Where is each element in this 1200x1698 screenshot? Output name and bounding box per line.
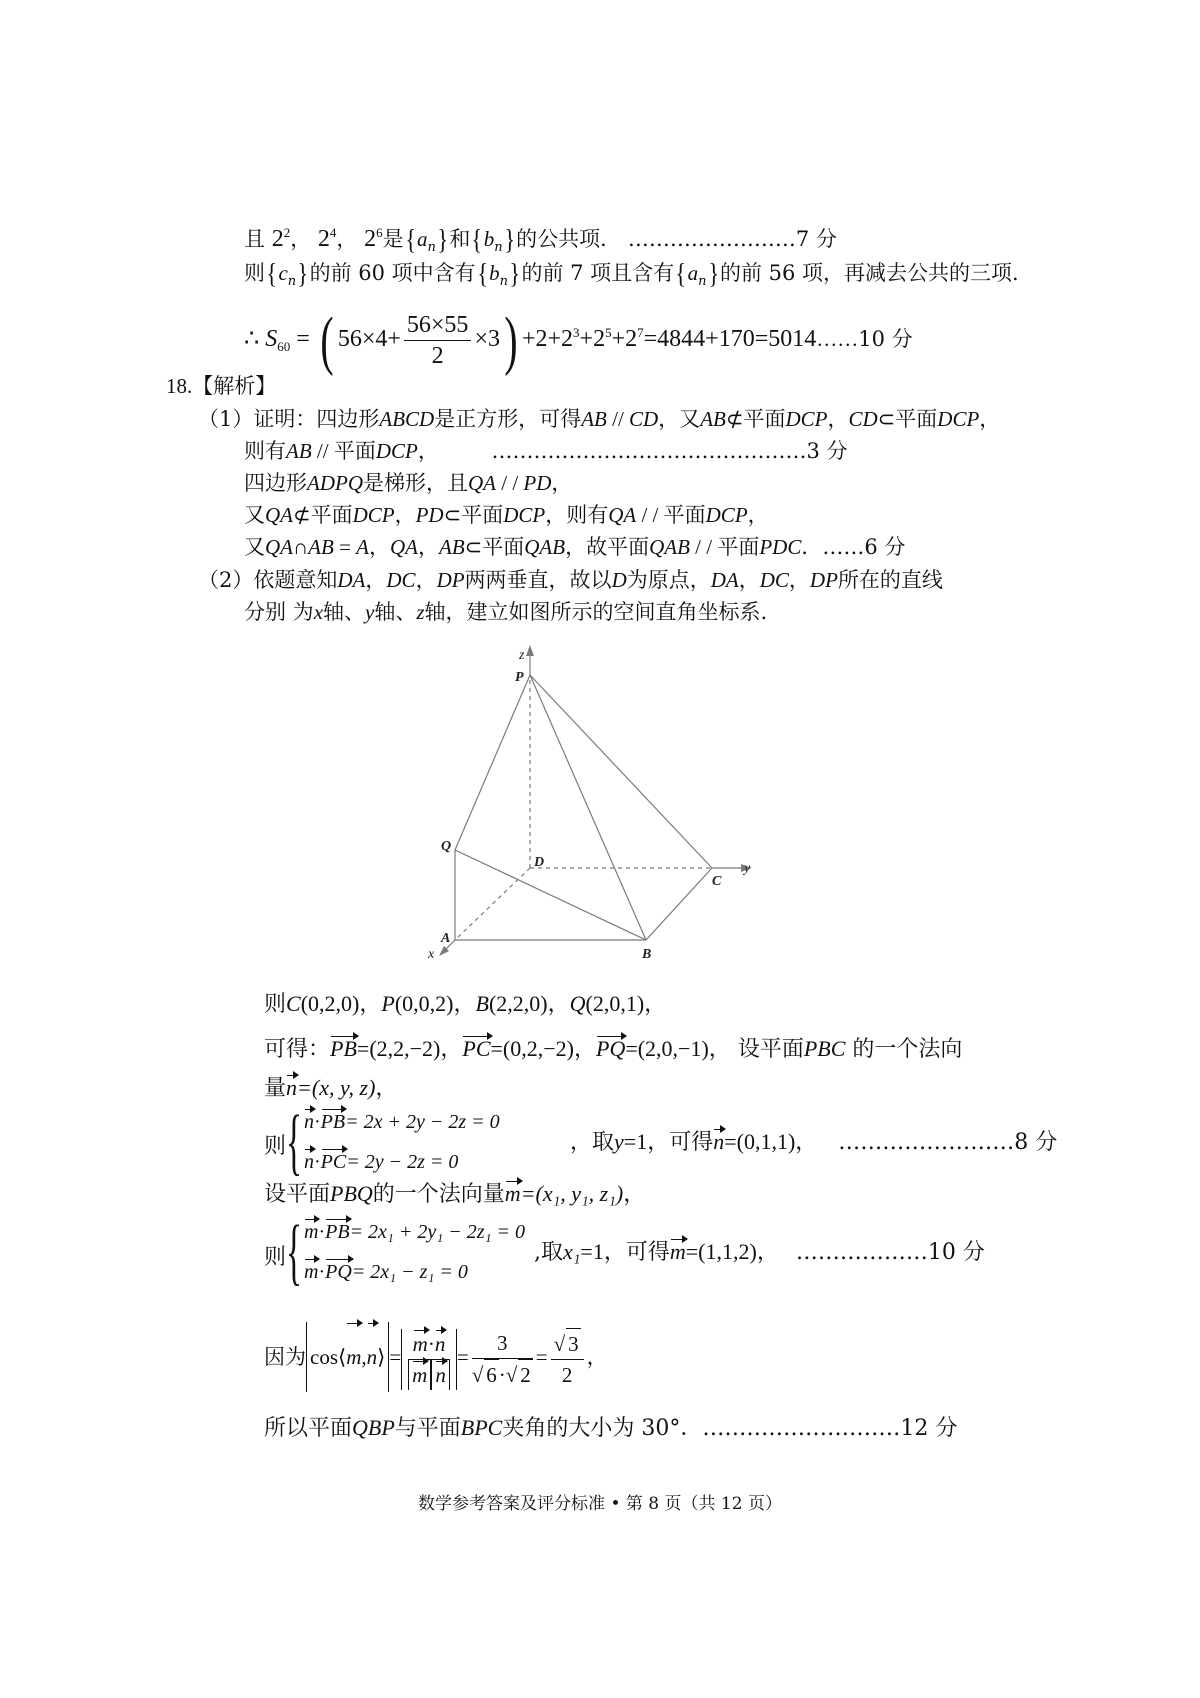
numerator: 3 xyxy=(472,1328,533,1359)
math-var: DP xyxy=(436,568,465,592)
brace-symbol: { xyxy=(286,1211,302,1293)
text: ， xyxy=(375,1076,398,1101)
normal-m-line xyxy=(264,1180,645,1209)
denominator: 2 xyxy=(561,1363,573,1388)
label-C: C xyxy=(712,874,722,889)
not-subset-symbol: ⊄ xyxy=(725,407,744,431)
math-var: DCP xyxy=(937,407,980,431)
math-var: PD xyxy=(523,471,552,495)
dot-symbol: · xyxy=(498,1363,506,1388)
text: ， xyxy=(623,1182,646,1207)
text: 平面 xyxy=(717,535,760,559)
subscript: n xyxy=(494,240,503,255)
score-leader-dots: …………………… xyxy=(838,1130,1015,1155)
text: 设平面 xyxy=(737,1037,804,1062)
text: ，取 xyxy=(570,1130,615,1155)
point-B: B xyxy=(475,991,489,1016)
fraction xyxy=(472,1328,533,1390)
math-var: z xyxy=(416,600,425,624)
text: 则 xyxy=(244,261,265,285)
label-B: B xyxy=(642,947,652,962)
equals: = xyxy=(456,1345,469,1369)
text: 可得： xyxy=(264,1037,331,1062)
vector-m: m xyxy=(504,1181,521,1206)
text: 四边形 xyxy=(244,471,307,495)
edge-QB xyxy=(455,850,646,940)
z-arrow-icon xyxy=(526,645,534,656)
math-var: x xyxy=(313,600,324,624)
text: ， xyxy=(418,535,439,559)
text: 平面 xyxy=(333,439,376,463)
text: 则 xyxy=(264,1245,287,1270)
score-leader-dots: ……………… xyxy=(795,1240,928,1265)
equals: = xyxy=(333,535,357,559)
math-var: DA xyxy=(337,568,366,592)
fraction xyxy=(408,1329,450,1390)
vector-n: n xyxy=(435,1360,446,1390)
text: ， xyxy=(979,407,1001,431)
equals: = xyxy=(389,1345,402,1369)
text: 的前 60 项中含有 xyxy=(309,261,476,285)
text: ， xyxy=(586,1345,608,1369)
vector-m: m xyxy=(413,1329,428,1359)
vector-n: n xyxy=(367,1322,378,1392)
vector-value: =(0,1,1) xyxy=(724,1129,796,1154)
sequence-a: a xyxy=(687,261,699,285)
subset-symbol: ⊂ xyxy=(464,535,483,559)
equation: = 2x₁ − z₁ = 0 xyxy=(351,1261,468,1283)
exponent: 6 xyxy=(376,225,383,240)
dot-symbol: · xyxy=(318,1261,326,1283)
text: 又 xyxy=(244,503,265,527)
dot-symbol: · xyxy=(314,1111,321,1133)
text: ， xyxy=(708,1037,731,1062)
problem-number: 18. xyxy=(166,374,193,398)
score-label: 10 分 xyxy=(927,1240,985,1265)
parallel-symbol: / / xyxy=(636,503,664,527)
vector-PB: PB xyxy=(321,1108,345,1136)
parallel-symbol: // xyxy=(311,439,334,463)
text: ， xyxy=(788,568,810,592)
vector-m: m xyxy=(346,1322,361,1392)
vector-PC: PC xyxy=(321,1148,347,1176)
math-var: CD xyxy=(629,407,659,431)
math-var: QAB xyxy=(524,535,566,559)
label-y: y xyxy=(744,861,751,876)
score-leader-dots: …… xyxy=(816,327,859,351)
equation: = 2y − 2z = 0 xyxy=(346,1151,459,1173)
point-C: C xyxy=(286,991,301,1016)
math-var: QA xyxy=(390,535,418,559)
text: ， xyxy=(415,568,437,592)
equals: = xyxy=(296,326,310,352)
denominator: √ 6·√ 2 xyxy=(472,1359,533,1390)
text: 的公共项． xyxy=(516,227,622,251)
text: 则 xyxy=(264,1134,287,1159)
radicand: 2 xyxy=(518,1359,533,1390)
text: 轴，建立如图所示的空间直角坐标系. xyxy=(424,600,768,624)
math-var: AB xyxy=(439,535,465,559)
math-var: QA xyxy=(265,503,293,527)
text: 的一个法向量 xyxy=(372,1182,505,1207)
math-var: DCP xyxy=(785,407,828,431)
text: 和 xyxy=(449,227,471,251)
text: 的一个法向 xyxy=(852,1037,963,1062)
equation: =1 xyxy=(623,1129,648,1154)
normal-n-line xyxy=(264,1074,397,1103)
math-var: y xyxy=(365,600,375,624)
text: ， xyxy=(573,1037,596,1062)
math-var: AB xyxy=(286,439,312,463)
text: ， xyxy=(756,1240,779,1265)
denominator xyxy=(408,1360,450,1390)
math-var: DA xyxy=(710,568,739,592)
text: 的前 7 项且含有 xyxy=(521,261,675,285)
math-var: ABCD xyxy=(379,407,435,431)
math-var: CD xyxy=(848,407,878,431)
vector-value: =(2,0,−1) xyxy=(625,1036,709,1061)
math-var: AB xyxy=(581,407,607,431)
math-var: DC xyxy=(759,568,789,592)
text: 所在的直线 xyxy=(837,568,943,592)
text: ． xyxy=(801,535,823,559)
vector-m: m xyxy=(304,1258,318,1286)
term: +2 xyxy=(611,326,638,352)
text: ， xyxy=(453,992,476,1017)
score-label: 12 分 xyxy=(900,1416,958,1441)
conclusion-line xyxy=(264,1414,957,1443)
cos-function: cos xyxy=(310,1345,338,1369)
score-label: 3 分 xyxy=(806,439,848,463)
system1-row1 xyxy=(304,1108,500,1136)
power-base: 2 xyxy=(317,226,330,252)
math-var: PBQ xyxy=(330,1181,373,1206)
exponent: 4 xyxy=(329,225,337,240)
score-label: 6 分 xyxy=(864,535,906,559)
text: 平面 xyxy=(663,503,706,527)
subscript: n xyxy=(287,274,297,289)
fraction xyxy=(551,1328,584,1390)
intersection-symbol: ∩ xyxy=(293,535,309,559)
equation: = 2x + 2y − 2z = 0 xyxy=(345,1111,500,1133)
text: ， xyxy=(417,439,439,463)
vector-PQ: PQ xyxy=(325,1258,352,1286)
numerator xyxy=(408,1329,450,1360)
edge-PQ xyxy=(455,675,530,850)
sequence-a: a xyxy=(417,227,428,251)
text: ，可得 xyxy=(603,1240,670,1265)
contains-line: 则$\{c_n\}$的前 60 项中含有$\{b_n\}$的前 7 项且含有$\{a_n\}$的前 56 项，再减去公共的三项. xyxy=(244,259,1019,290)
math-var: D xyxy=(611,568,627,592)
text: 分别 为 xyxy=(244,600,314,624)
math-var: DP xyxy=(809,568,838,592)
text: 两两垂直，故以 xyxy=(464,568,612,592)
point-Q: Q xyxy=(569,991,586,1016)
parallel-symbol: / / xyxy=(496,471,524,495)
text: 是 xyxy=(382,227,404,251)
point-P: P xyxy=(381,991,395,1016)
label-z: z xyxy=(519,648,525,663)
text: 量 xyxy=(264,1076,287,1101)
text: ， xyxy=(359,992,382,1017)
figure-labels xyxy=(427,648,751,962)
text: ， xyxy=(551,471,573,495)
therefore-symbol: ∴ xyxy=(244,326,260,352)
text: 又 xyxy=(244,535,265,559)
math-var: QBP xyxy=(352,1415,395,1440)
term: 56×4+ xyxy=(337,326,401,352)
text: ，则有 xyxy=(545,503,609,527)
math-var: PDC xyxy=(759,535,802,559)
text: 是梯形，且 xyxy=(363,471,468,495)
radicand: 3 xyxy=(566,1328,581,1359)
term: +2+2 xyxy=(521,326,574,352)
equation: =1 xyxy=(580,1239,604,1264)
text: 则有 xyxy=(244,439,286,463)
math-var: BPC xyxy=(460,1415,503,1440)
exponent: 5 xyxy=(605,325,612,340)
vector-PC: PC xyxy=(462,1036,491,1061)
parallel-symbol: // xyxy=(606,407,630,431)
subscript: n xyxy=(698,274,707,289)
math-var: QAB xyxy=(649,535,690,559)
math-var: QA xyxy=(265,535,293,559)
vector-PQ: PQ xyxy=(596,1036,626,1061)
dot-symbol: · xyxy=(314,1151,321,1173)
text: 则 xyxy=(264,992,287,1017)
system1-result xyxy=(570,1128,1057,1157)
text: ， xyxy=(365,568,387,592)
score-label: 7 分 xyxy=(795,227,837,251)
term: +2 xyxy=(579,326,606,352)
subscript: n xyxy=(427,240,436,255)
text: 与平面 xyxy=(394,1416,461,1441)
coords-line xyxy=(264,990,666,1019)
coordinate: (2,2,0) xyxy=(488,991,548,1016)
math-var: PBC xyxy=(803,1036,846,1061)
sequence-b: b xyxy=(483,227,495,251)
text: 夹角的大小为 30°． xyxy=(502,1416,703,1441)
exponent: 3 xyxy=(573,325,580,340)
system2-row2 xyxy=(304,1258,468,1286)
text: 平面 xyxy=(743,407,786,431)
label-x: x xyxy=(428,947,435,962)
text: 因为 xyxy=(264,1345,306,1369)
text: ，故平面 xyxy=(565,535,650,559)
cos-line xyxy=(264,1322,608,1392)
dot-symbol: · xyxy=(427,1331,435,1356)
vector-value: =(x₁, y₁, z₁) xyxy=(520,1181,624,1206)
sum-symbol: S xyxy=(265,326,278,352)
math-var: QA xyxy=(608,503,637,527)
system2-row1 xyxy=(304,1218,525,1246)
label-A: A xyxy=(441,931,451,946)
text: 且 xyxy=(244,227,265,251)
term: ×3 xyxy=(474,326,500,352)
math-var: DCP xyxy=(352,503,395,527)
term: =4844+170=5014 xyxy=(643,326,817,352)
abs-fraction xyxy=(401,1329,457,1390)
score-leader-dots: …… xyxy=(822,535,865,559)
text: ,取 xyxy=(534,1240,563,1265)
text: ， xyxy=(440,1037,463,1062)
vector-n: n xyxy=(435,1329,446,1359)
not-subset-symbol: ⊄ xyxy=(293,503,311,527)
problem-title: 【解析】 xyxy=(192,374,277,398)
text: ， xyxy=(547,992,570,1017)
coordinate: (2,0,1) xyxy=(585,991,645,1016)
radicand: 6 xyxy=(484,1359,499,1390)
score-leader-dots: …………………… xyxy=(627,227,796,251)
vector-PB: PB xyxy=(330,1036,357,1061)
text: ， xyxy=(747,503,769,527)
vector-m: m xyxy=(304,1218,318,1246)
sum-line: ∴ $S_{60}$ = ( 56×4+ $\frac{56\times 55}{2}$ $\times 3) +2+2^3+2^5+2^7=4844+170=5014\dots\dots 10$ 分 xyxy=(244,304,913,377)
equation: = 2x₁ + 2y₁ − 2z₁ = 0 xyxy=(349,1221,525,1243)
vector-value: =(2,2,−2) xyxy=(356,1036,441,1061)
text: 轴、 xyxy=(323,600,366,624)
label-D: D xyxy=(534,855,545,870)
page-footer: 数学参考答案及评分标准 • 第 8 页（共 12 页） xyxy=(418,1494,782,1514)
power-base: 2 xyxy=(364,226,377,252)
vector-value: =(0,2,−2) xyxy=(490,1036,574,1061)
score-label: 10 分 xyxy=(858,327,913,351)
text: 平面 xyxy=(895,407,938,431)
edge-PC xyxy=(530,675,712,868)
score-label: 8 分 xyxy=(1014,1130,1058,1155)
text: （2）依题意知 xyxy=(198,568,338,592)
coordinate: (0,2,0) xyxy=(300,991,360,1016)
math-var: AB xyxy=(700,407,726,431)
vector-n: n xyxy=(713,1129,725,1154)
edge-PB xyxy=(530,675,646,940)
numerator: 56×55 xyxy=(404,310,472,341)
subset-symbol: ⊂ xyxy=(443,503,462,527)
math-var: DC xyxy=(386,568,416,592)
subset-symbol: ⊂ xyxy=(877,407,896,431)
parallel-symbol: / / xyxy=(689,535,718,559)
math-var: y xyxy=(614,1129,624,1154)
text: 是正方形，可得 xyxy=(434,407,582,431)
power-base: 2 xyxy=(271,226,284,252)
text: 平面 xyxy=(482,535,525,559)
text: （1）证明：四边形 xyxy=(198,407,380,431)
axis-arrows xyxy=(439,645,752,956)
text: 平面 xyxy=(310,503,353,527)
text: ， xyxy=(394,503,416,527)
edge-BC xyxy=(646,868,712,940)
text: ， xyxy=(827,407,849,431)
vector-m: m xyxy=(412,1360,427,1390)
label-Q: Q xyxy=(441,839,452,854)
vector-value: =(x, y, z) xyxy=(297,1075,376,1100)
text: ，可得 xyxy=(647,1130,714,1155)
figure-edges xyxy=(444,652,744,951)
vector-value: =(1,1,2) xyxy=(685,1239,757,1264)
denominator: 2 xyxy=(431,342,444,369)
math-var: DCP xyxy=(375,439,418,463)
vector-n: n xyxy=(286,1075,298,1100)
math-var: A xyxy=(356,535,369,559)
text: ，又 xyxy=(658,407,701,431)
dot-symbol: · xyxy=(318,1221,326,1243)
text: 轴、 xyxy=(374,600,417,624)
text: 为原点， xyxy=(626,568,711,592)
text: 设平面 xyxy=(264,1182,331,1207)
equals: = xyxy=(535,1345,548,1369)
vector-n: n xyxy=(304,1148,314,1176)
math-var: DCP xyxy=(705,503,748,527)
coordinate: (0,0,2) xyxy=(394,991,454,1016)
x-axis-dashed xyxy=(455,868,530,940)
math-var: PD xyxy=(415,503,444,527)
text: ， xyxy=(795,1130,818,1155)
math-var: ADPQ xyxy=(307,471,363,495)
text: ， xyxy=(644,992,667,1017)
system2-result xyxy=(534,1238,985,1267)
numerator: √ 3 xyxy=(551,1328,584,1360)
abs-cos: cos⟨m,n⟩ xyxy=(306,1322,389,1392)
sequence-c: c xyxy=(278,261,288,285)
system1-row2 xyxy=(304,1148,458,1176)
vectors-line xyxy=(264,1035,962,1064)
vector-m: m xyxy=(669,1239,686,1264)
math-var: AB xyxy=(308,535,334,559)
label-P: P xyxy=(515,670,524,685)
math-var: QA xyxy=(468,471,496,495)
brace-symbol: { xyxy=(286,1101,302,1183)
exponent: 2 xyxy=(283,225,291,240)
text: 的前 56 项，再减去公共的三项. xyxy=(719,261,1019,285)
subscript: n xyxy=(499,274,509,289)
text: ， xyxy=(369,535,390,559)
exponent: 7 xyxy=(637,325,644,340)
math-var: DCP xyxy=(503,503,546,527)
score-leader-dots: ……………………………………… xyxy=(491,439,807,463)
sequence-b: b xyxy=(489,261,500,285)
text: 平面 xyxy=(461,503,504,527)
subscript: 60 xyxy=(277,339,291,354)
score-leader-dots: ……………………… xyxy=(702,1416,901,1441)
vector-n: n xyxy=(304,1108,314,1136)
text: ， xyxy=(738,568,760,592)
math-var: x₁ xyxy=(563,1239,581,1264)
text: 所以平面 xyxy=(264,1416,353,1441)
common-terms-line: 且 $2^2$， $2^4$， $2^6$是$\{a_n\}$和$\{b_n\}$的公共项． ……………………7 分 xyxy=(244,225,837,256)
vector-PB: PB xyxy=(325,1218,349,1246)
